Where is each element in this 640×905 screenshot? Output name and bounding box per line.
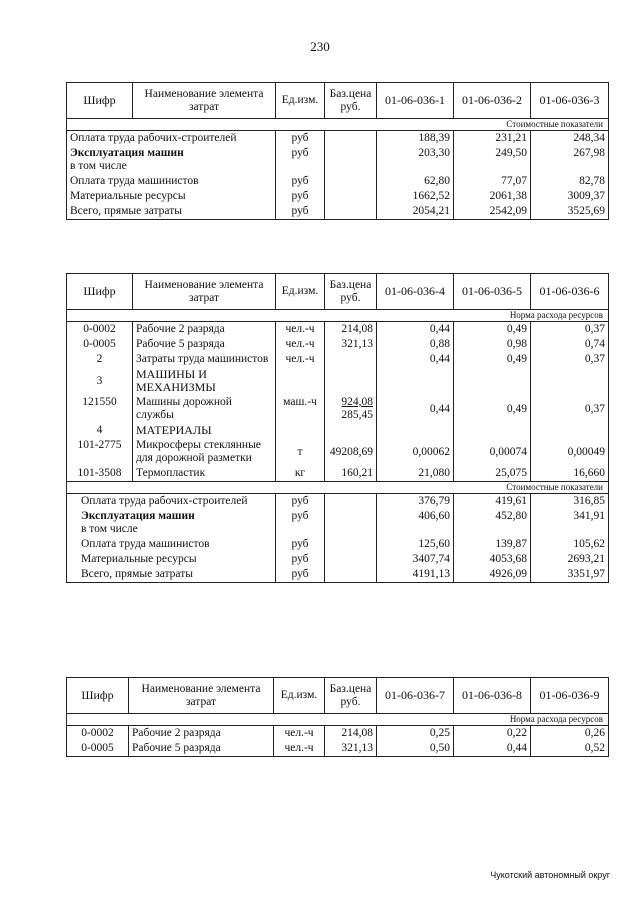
section-code: 3 — [67, 367, 133, 395]
header-code: Шифр — [67, 678, 129, 714]
table-row — [67, 537, 609, 552]
header-price: Баз.цена руб. — [325, 678, 377, 714]
cost-subnote: в том числе — [81, 523, 138, 535]
table-row — [67, 423, 609, 438]
resource-code: 0-0002 — [67, 726, 129, 742]
resource-value: 21,080 — [377, 466, 454, 482]
cost-unit: руб — [276, 552, 325, 567]
resource-unit: чел.-ч — [276, 337, 325, 352]
section-title: МАШИНЫ И МЕХАНИЗМЫ — [133, 367, 276, 395]
table-row — [67, 552, 609, 567]
resource-unit: чел.-ч — [276, 322, 325, 338]
cost-value: 248,34 — [531, 131, 609, 147]
section-label: Стоимостные показатели — [67, 119, 609, 131]
table-row — [67, 204, 609, 220]
cost-unit: руб — [276, 509, 325, 537]
resource-unit: маш.-ч — [276, 395, 325, 423]
cost-value: 376,79 — [377, 494, 454, 510]
table-row — [67, 494, 609, 510]
table-row — [67, 189, 609, 204]
resource-price: 160,21 — [325, 466, 377, 482]
resource-price-secondary: 285,45 — [341, 409, 373, 421]
header-column: 01-06-036-9 — [531, 678, 609, 714]
resource-name: Рабочие 2 разряда — [133, 322, 276, 338]
table-row — [67, 726, 609, 742]
cost-value: 62,80 — [377, 174, 454, 189]
cost-value: 188,39 — [377, 131, 454, 147]
cost-name: Оплата труда машинистов — [67, 174, 276, 189]
cost-value: 419,61 — [454, 494, 531, 510]
cost-unit: руб — [276, 567, 325, 583]
header-code: Шифр — [67, 83, 133, 119]
resource-value: 0,44 — [377, 395, 454, 423]
header-unit: Ед.изм. — [274, 678, 325, 714]
cost-name: Оплата труда рабочих-строителей — [67, 494, 276, 510]
cost-name: Материальные ресурсы — [67, 189, 276, 204]
section-label: Норма расхода ресурсов — [67, 310, 609, 322]
resource-price: 321,13 — [325, 337, 377, 352]
cost-subnote: в том числе — [70, 160, 127, 172]
resource-value: 0,44 — [377, 352, 454, 367]
header-name: Наименование элемента затрат — [133, 83, 276, 119]
page-number: 230 — [310, 39, 330, 54]
resource-value: 0,00049 — [531, 438, 609, 466]
cost-value: 2054,21 — [377, 204, 454, 220]
cost-table-1 — [66, 82, 609, 220]
resource-table-3 — [66, 677, 609, 757]
header-price: Баз.цена руб. — [325, 274, 377, 310]
header-column: 01-06-036-1 — [377, 83, 454, 119]
cost-value: 139,87 — [454, 537, 531, 552]
header-column: 01-06-036-6 — [531, 274, 609, 310]
resource-name: Машины дорожной службы — [133, 395, 276, 423]
resource-price: 214,08 — [325, 322, 377, 338]
cost-value: 3525,69 — [531, 204, 609, 220]
cost-unit: руб — [276, 494, 325, 510]
resource-value: 0,98 — [454, 337, 531, 352]
cost-name: Оплата труда машинистов — [67, 537, 276, 552]
cost-value: 267,98 — [531, 146, 609, 174]
header-column: 01-06-036-2 — [454, 83, 531, 119]
resource-table-2 — [66, 273, 609, 583]
cost-value: 2061,38 — [454, 189, 531, 204]
cost-value: 2693,21 — [531, 552, 609, 567]
table-row — [67, 567, 609, 583]
header-column: 01-06-036-4 — [377, 274, 454, 310]
cost-value: 4926,09 — [454, 567, 531, 583]
cost-value: 125,60 — [377, 537, 454, 552]
header-column: 01-06-036-8 — [454, 678, 531, 714]
table-row — [67, 146, 609, 174]
resource-value: 0,00074 — [454, 438, 531, 466]
cost-name: Всего, прямые затраты — [67, 567, 276, 583]
resource-code: 0-0005 — [67, 741, 129, 757]
resource-code: 2 — [67, 352, 133, 367]
cost-name: Оплата труда рабочих-строителей — [67, 131, 276, 147]
resource-name: Рабочие 2 разряда — [129, 726, 274, 742]
header-code: Шифр — [67, 274, 133, 310]
resource-value: 0,49 — [454, 352, 531, 367]
table-row — [67, 395, 609, 423]
resource-value: 0,44 — [377, 322, 454, 338]
resource-price: 49208,69 — [325, 438, 377, 466]
cost-value: 203,30 — [377, 146, 454, 174]
resource-unit: чел.-ч — [274, 741, 325, 757]
resource-value: 16,660 — [531, 466, 609, 482]
section-code: 4 — [67, 423, 133, 438]
cost-unit: руб — [276, 537, 325, 552]
cost-name: Эксплуатация машин — [81, 510, 195, 522]
header-column: 01-06-036-5 — [454, 274, 531, 310]
table-row — [67, 741, 609, 757]
resource-name: Затраты труда машинистов — [133, 352, 276, 367]
resource-value: 0,44 — [454, 741, 531, 757]
header-price: Баз.цена руб. — [325, 83, 377, 119]
cost-value: 406,60 — [377, 509, 454, 537]
resource-value: 0,49 — [454, 395, 531, 423]
resource-value: 0,52 — [531, 741, 609, 757]
resource-value: 0,74 — [531, 337, 609, 352]
header-unit: Ед.изм. — [276, 274, 325, 310]
header-column: 01-06-036-3 — [531, 83, 609, 119]
table-row — [67, 466, 609, 482]
resource-code: 101-3508 — [67, 466, 133, 482]
table-row — [67, 322, 609, 338]
header-name: Наименование элемента затрат — [129, 678, 274, 714]
resource-code: 0-0005 — [67, 337, 133, 352]
section-title: МАТЕРИАЛЫ — [133, 423, 276, 438]
resource-value: 0,25 — [377, 726, 454, 742]
resource-value: 0,49 — [454, 322, 531, 338]
cost-value: 1662,52 — [377, 189, 454, 204]
resource-name: Термопластик — [133, 466, 276, 482]
header-column: 01-06-036-7 — [377, 678, 454, 714]
resource-code: 0-0002 — [67, 322, 133, 338]
table-row — [67, 367, 609, 395]
header-unit: Ед.изм. — [276, 83, 325, 119]
cost-unit: руб — [276, 131, 325, 147]
cost-value: 452,80 — [454, 509, 531, 537]
resource-value: 0,50 — [377, 741, 454, 757]
resource-value: 25,075 — [454, 466, 531, 482]
cost-value: 231,21 — [454, 131, 531, 147]
cost-value: 3407,74 — [377, 552, 454, 567]
table-row — [67, 352, 609, 367]
resource-value: 0,26 — [531, 726, 609, 742]
resource-price: 214,08 — [325, 726, 377, 742]
cost-name: Эксплуатация машин — [70, 147, 184, 159]
cost-value: 105,62 — [531, 537, 609, 552]
table-row — [67, 131, 609, 147]
resource-name: Микросферы стеклянные для дорожной разметки — [133, 438, 276, 466]
resource-value: 0,37 — [531, 352, 609, 367]
resource-value: 0,88 — [377, 337, 454, 352]
section-label: Стоимостные показатели — [67, 482, 609, 494]
resource-unit: чел.-ч — [276, 352, 325, 367]
cost-unit: руб — [276, 174, 325, 189]
resource-name: Рабочие 5 разряда — [133, 337, 276, 352]
resource-value: 0,37 — [531, 322, 609, 338]
cost-value: 249,50 — [454, 146, 531, 174]
cost-value: 77,07 — [454, 174, 531, 189]
cost-value: 82,78 — [531, 174, 609, 189]
cost-name: Всего, прямые затраты — [67, 204, 276, 220]
cost-value: 2542,09 — [454, 204, 531, 220]
cost-value: 4191,13 — [377, 567, 454, 583]
cost-unit: руб — [276, 204, 325, 220]
cost-value: 316,85 — [531, 494, 609, 510]
table-row — [67, 337, 609, 352]
resource-code: 101-2775 — [67, 438, 133, 466]
resource-unit: т — [276, 438, 325, 466]
cost-name: Материальные ресурсы — [67, 552, 276, 567]
table-row — [67, 174, 609, 189]
table-row — [67, 438, 609, 466]
resource-code: 121550 — [67, 395, 133, 423]
resource-unit: чел.-ч — [274, 726, 325, 742]
resource-price: 924,08 — [341, 396, 373, 408]
cost-value: 3009,37 — [531, 189, 609, 204]
resource-price: 321,13 — [325, 741, 377, 757]
header-name: Наименование элемента затрат — [133, 274, 276, 310]
footer-region: Чукотский автономный округ — [490, 870, 610, 880]
resource-name: Рабочие 5 разряда — [129, 741, 274, 757]
table-row — [67, 509, 609, 537]
cost-value: 4053,68 — [454, 552, 531, 567]
resource-unit: кг — [276, 466, 325, 482]
cost-unit: руб — [276, 146, 325, 174]
resource-value: 0,00062 — [377, 438, 454, 466]
resource-value: 0,22 — [454, 726, 531, 742]
section-label: Норма расхода ресурсов — [67, 714, 609, 726]
cost-unit: руб — [276, 189, 325, 204]
cost-value: 341,91 — [531, 509, 609, 537]
cost-value: 3351,97 — [531, 567, 609, 583]
resource-value: 0,37 — [531, 395, 609, 423]
